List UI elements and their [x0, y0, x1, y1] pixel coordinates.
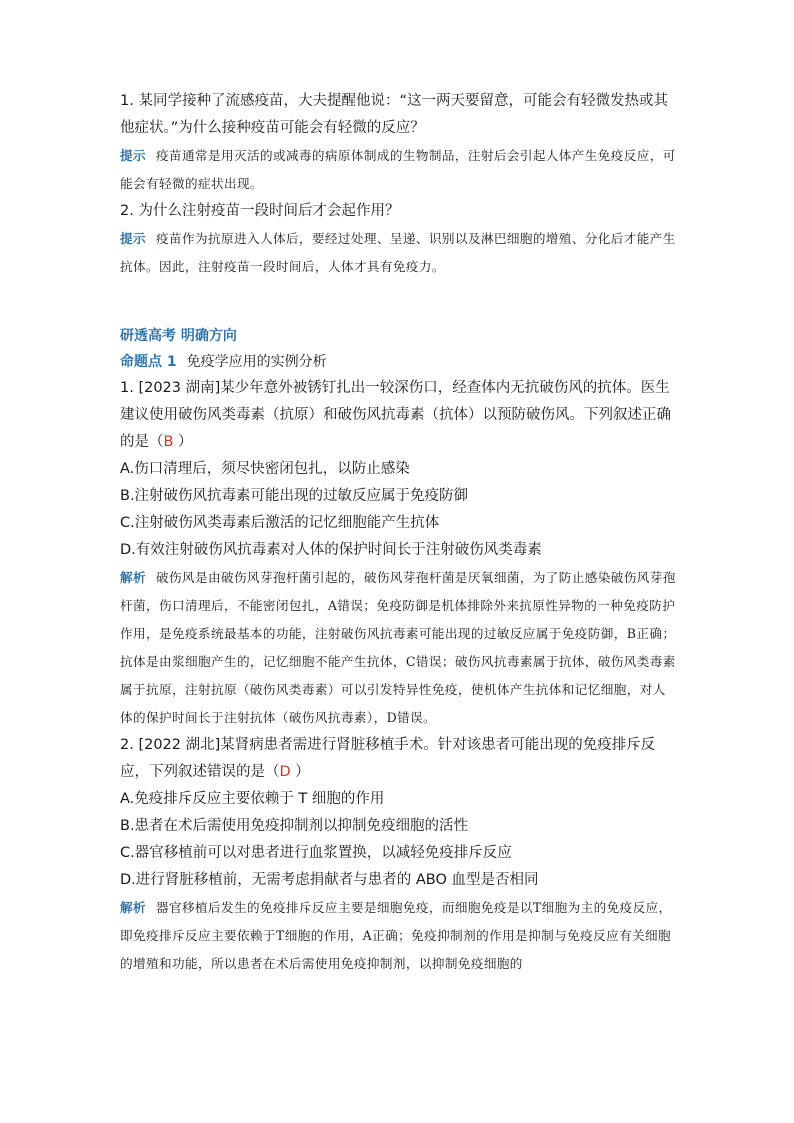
stem-text: 2. [2022 湖北]某肾病患者需进行肾脏移植手术。针对该患者可能出现的免疫排斥反应，下列叙述错误的是	[120, 737, 656, 780]
point-label: 命题点 1	[120, 354, 177, 370]
explanation-label: 解析	[120, 570, 146, 585]
section-heading: 研透高考 明确方向	[120, 328, 237, 344]
answer-letter: D	[279, 764, 291, 780]
explanation-text: 破伤风是由破伤风芽孢杆菌引起的，破伤风芽孢杆菌是厌氧细菌，为了防止感染破伤风芽孢杆菌，伤口清理后，不能密闭包扎，A错误；免疫防御是机体排除外来抗原性异物的一种免疫防护作用，是免疫系统最基本的功能，注射破伤风抗毒素可能出现的过敏反应属于免疫防御，B正确；抗体是由浆细胞产生的，记忆细胞不能产生抗体，C错误；破伤风抗毒素属于抗体，破伤风类毒素属于抗原，注射抗原（破伤风类毒素）可以引发特异性免疫，使机体产生抗体和记忆细胞，对人体的保护时间长于注射抗体（破伤风抗毒素），D错误。	[120, 570, 676, 725]
answer-bracket-open: （	[265, 764, 280, 780]
question-2: 2. 为什么注射疫苗一段时间后才会起作用？	[120, 203, 400, 219]
section-gap	[120, 281, 676, 323]
hint-label: 提示	[120, 148, 146, 163]
explanation-2	[120, 894, 676, 978]
point-title: 免疫学应用的实例分析	[186, 354, 327, 370]
hint-text: 疫苗通常是用灭活的或减毒的病原体制成的生物制品，注射后会引起人体产生免疫反应，可能会有轻微的症状出现。	[120, 148, 676, 191]
answer-bracket-close: ）	[290, 764, 310, 780]
answer-letter: B	[163, 434, 174, 450]
hint-label: 提示	[120, 231, 146, 246]
exercise-1-stem	[120, 375, 676, 456]
option-a: A.伤口清理后，须尽快密闭包扎，以防止感染	[120, 461, 410, 477]
explanation-label: 解析	[120, 900, 146, 915]
option-b: B.注射破伤风抗毒素可能出现的过敏反应属于免疫防御	[120, 488, 469, 504]
option-d: D.进行肾脏移植前，无需考虑捐献者与患者的 ABO 血型是否相同	[120, 872, 539, 888]
answer-bracket-open: （	[149, 434, 164, 450]
hint-2	[120, 225, 676, 281]
answer-bracket-close: ）	[173, 434, 193, 450]
hint-1	[120, 142, 676, 198]
option-a: A.免疫排斥反应主要依赖于 T 细胞的作用	[120, 791, 385, 807]
question-1: 1. 某同学接种了流感疫苗，大夫提醒他说：“这一两天要留意，可能会有轻微发热或其他症状。”为什么接种疫苗可能会有轻微的反应？	[120, 93, 668, 136]
option-d: D.有效注射破伤风抗毒素对人体的保护时间长于注射破伤风类毒素	[120, 542, 542, 558]
document-page	[120, 88, 676, 978]
explanation-text: 器官移植后发生的免疫排斥反应主要是细胞免疫，而细胞免疫是以T细胞为主的免疫反应，即免疫排斥反应主要依赖于T细胞的作用，A正确；免疫抑制剂的作用是抑制与免疫反应有关细胞的增殖和功能，所以患者在术后需使用免疫抑制剂，以抑制免疫细胞的	[120, 900, 672, 971]
explanation-1	[120, 564, 676, 732]
stem-text: 1. [2023 湖南]某少年意外被锈钉扎出一较深伤口，经查体内无抗破伤风的抗体。医生建议使用破伤风类毒素（抗原）和破伤风抗毒素（抗体）以预防破伤风。下列叙述正确的是	[120, 380, 671, 450]
exercise-2-stem	[120, 732, 676, 786]
option-c: C.器官移植前可以对患者进行血浆置换，以减轻免疫排斥反应	[120, 845, 512, 861]
hint-text: 疫苗作为抗原进入人体后，要经过处理、呈递、识别以及淋巴细胞的增殖、分化后才能产生抗体。因此，注射疫苗一段时间后，人体才具有免疫力。	[120, 231, 676, 274]
proposition-point	[120, 349, 676, 375]
option-c: C.注射破伤风类毒素后激活的记忆细胞能产生抗体	[120, 515, 440, 531]
option-b: B.患者在术后需使用免疫抑制剂以抑制免疫细胞的活性	[120, 818, 469, 834]
